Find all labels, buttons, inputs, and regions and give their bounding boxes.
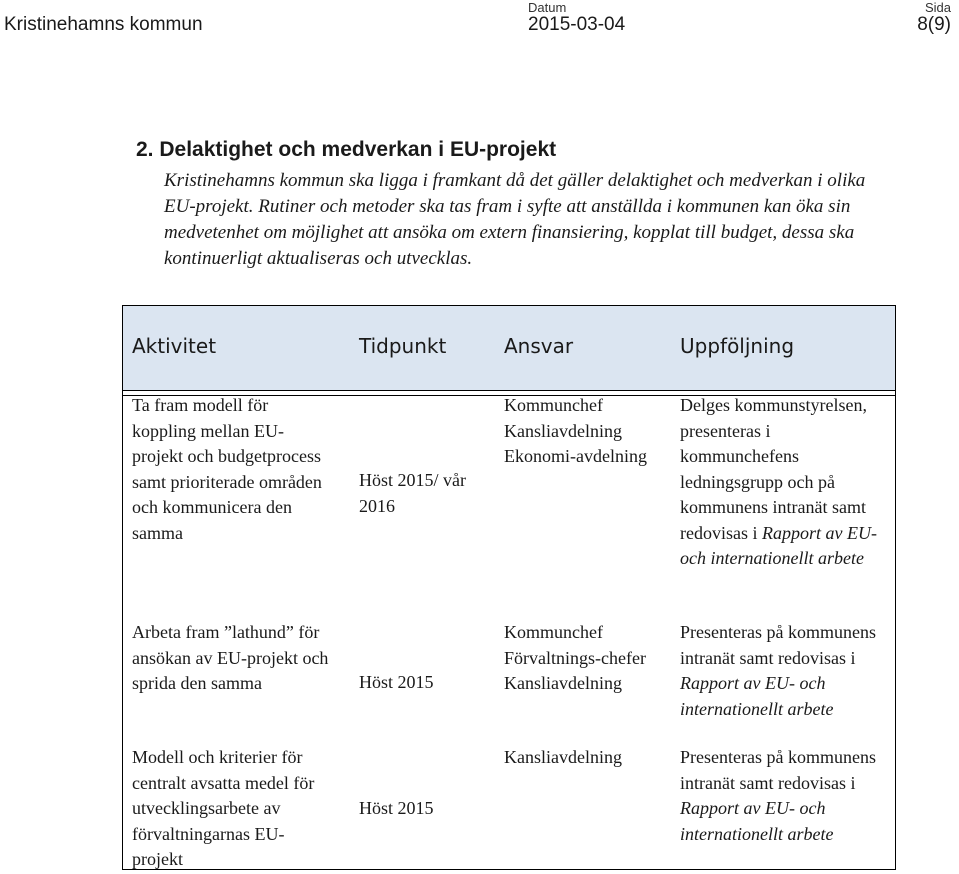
row1-time: Höst 2015/ vår 2016 <box>359 470 466 516</box>
row2-time: Höst 2015 <box>359 672 434 692</box>
row3-time: Höst 2015 <box>359 798 434 818</box>
row1-activity: Ta fram modell för koppling mellan EU-projekt och budgetprocess samt prioriterade områden och kommunicera den samma <box>132 395 322 543</box>
row3-activity: Modell och kriterier för centralt avsatta medel för utvecklingsarbete av förvaltningarnas EU-projekt <box>132 747 315 869</box>
row1-report-title: Rapport av EU- och internationellt arbete <box>680 522 877 568</box>
organization-name: Kristinehamns kommun <box>4 14 203 35</box>
row1-responsible: Kommunchef Kansliavdelning Ekonomi-avdelning <box>504 395 647 466</box>
header-time: Tidpunkt <box>359 334 447 358</box>
row1-followup: Delges kommunstyrelsen, presenteras i kommunchefens ledningsgrupp och på kommunens intranät samt redovisas i Rapport av EU- och internationellt arbete <box>680 395 877 568</box>
row3-responsible: Kansliavdelning <box>504 747 622 767</box>
header-followup: Uppföljning <box>680 334 795 358</box>
page-label: Sida <box>924 0 951 15</box>
row2-responsible: Kommunchef Förvaltnings-chefer Kansliavdelning <box>504 622 646 693</box>
page-number: 8(9) <box>917 14 951 35</box>
section-paragraph: Kristinehamns kommun ska ligga i framkant då det gäller delaktighet och medverkan i olika EU-projekt. Rutiner och metoder ska tas fram i syfte att anställda i kommunen kan öka sin medvetenhet om möjlighet att ansöka om extern finansiering, kopplat till budget, dessa ska kontinuerligt aktualiseras och utvecklas. <box>164 170 866 269</box>
row2-report-title: Rapport av EU- och internationellt arbete <box>680 673 834 719</box>
section-heading: 2. Delaktighet och medverkan i EU-projekt <box>136 138 557 161</box>
header-responsible: Ansvar <box>504 334 574 358</box>
row2-activity: Arbeta fram ”lathund” för ansökan av EU-projekt och sprida den samma <box>132 622 329 693</box>
row3-report-title: Rapport av EU- och internationellt arbete <box>680 798 834 844</box>
row3-followup: Presenteras på kommunens intranät samt redovisas i Rapport av EU- och internationellt arbete <box>680 747 876 844</box>
activity-table <box>122 305 896 870</box>
date-label: Datum <box>528 0 567 15</box>
header-activity: Aktivitet <box>132 334 217 358</box>
row2-followup: Presenteras på kommunens intranät samt redovisas i Rapport av EU- och internationellt arbete <box>680 622 876 719</box>
table-header-row <box>123 306 895 391</box>
document-date: 2015-03-04 <box>528 14 626 35</box>
